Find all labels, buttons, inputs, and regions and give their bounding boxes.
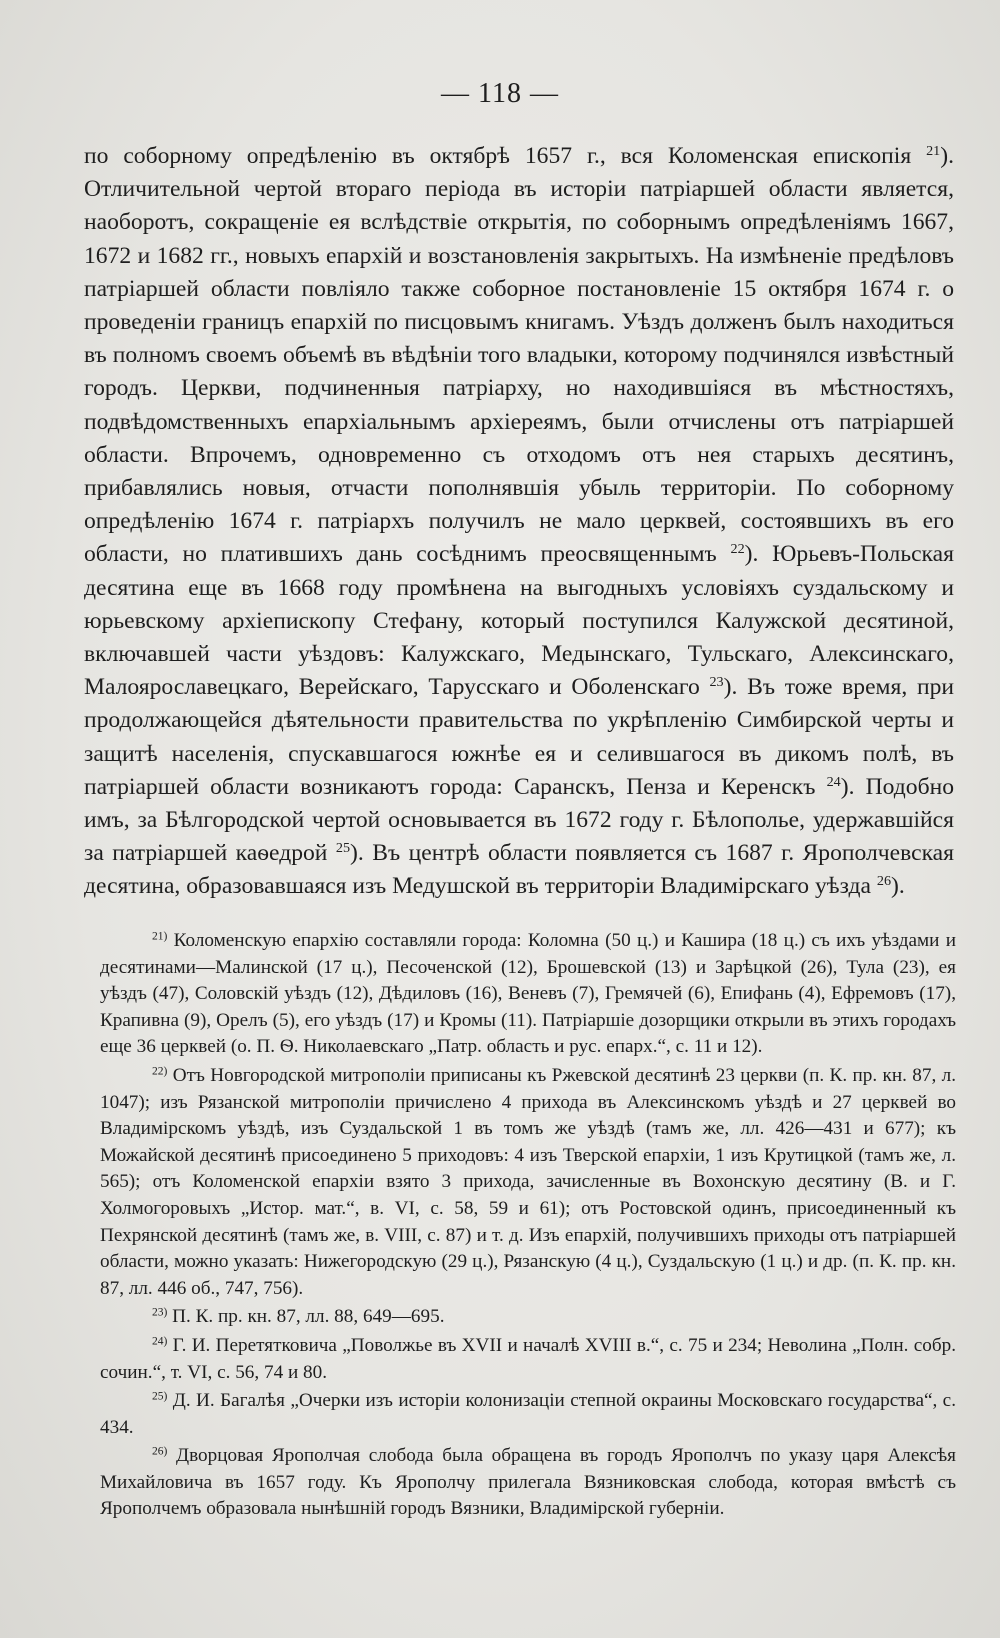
footnote-21 [100,928,956,1061]
footnote-text: Д. И. Багалѣя „Очерки изъ исторіи колонизаціи степной окраины Московскаго государства“, с. 434. [100,1390,956,1438]
footnote-ref[interactable]: 21 [926,143,941,160]
text-segment: ). Отличительной чертой втораго періода въ исторіи патріаршей области является, наоборотъ, сокращеніе ея вслѣдствіе открытія, по соборнымъ опредѣленіямъ 1667, 1672 и 1682 гг., новыхъ епархій и возстановленія закрытыхъ. На измѣненіе предѣловъ патріаршей области повліяло также соборное постановленіе 15 октября 1674 г. о проведеніи границъ епархій по писцовымъ книгамъ. Уѣздъ долженъ былъ находиться въ полномъ своемъ объемѣ въ вѣдѣніи того владыки, которому подчинялся извѣстный городъ. Церкви, подчиненныя патріарху, но находившіяся въ мѣстностяхъ, подвѣдомственныхъ епархіальнымъ архіереямъ, были отчислены отъ патріаршей области. Впрочемъ, одновременно съ отходомъ отъ нея старыхъ десятинъ, прибавлялись новыя, отчасти пополнявшія убыль территоріи. По соборному опредѣленію 1674 г. патріархъ получилъ не мало церквей, состоявшихъ въ его области, но платившихъ дань сосѣднимъ преосвященнымъ [84,143,954,568]
footnote-24 [100,1333,956,1386]
footnote-ref[interactable]: 24 [826,774,841,791]
footnote-number: 26) [152,1445,168,1458]
text-segment: ). Въ центрѣ области появляется съ 1687 г. Ярополчевская десятина, образовавшаяся изъ Медушской въ территоріи Владимірскаго уѣзда [84,840,954,900]
main-text [84,140,954,904]
footnote-number: 21) [152,930,168,943]
footnote-ref[interactable]: 25 [335,840,351,857]
footnote-ref[interactable]: 26 [876,873,892,890]
footnote-number: 22) [152,1065,168,1078]
text-segment: ). Юрьевъ-Польская десятина еще въ 1668 году промѣнена на выгодныхъ условіяхъ суздальскому и юрьевскому архіепископу Стефану, который поступился Калужской десятиной, включавшей части уѣздовъ: Калужскаго, Медынскаго, Тульскаго, Алексинскаго, Малоярославецкаго, Верейскаго, Тарусскаго и Оболенскаго [84,541,954,701]
footnote-22 [100,1063,956,1302]
footnotes [100,928,956,1525]
footnote-number: 25) [152,1390,168,1403]
footnote-ref[interactable]: 23 [709,674,724,691]
footnote-text: Коломенскую епархію составляли города: Коломна (50 ц.) и Кашира (18 ц.) съ ихъ уѣздами и десятинами—Малинской (17 ц.), Песоченской (12), Брошевской (13) и Зарѣцкой (26), Тула (23), ея уѣздъ (47), Соловскій уѣздъ (12), Дѣдиловъ (16), Веневъ (7), Гремячей (6), Епифань (4), Ефремовъ (17), Крапивна (9), Орелъ (5), его уѣздъ (17) и Кромы (11). Патріаршіе дозорщики открыли въ этихъ городахъ еще 36 церквей (о. П. Ѳ. Николаевскаго „Патр. область и рус. епарх.“, с. 11 и 12). [100,930,956,1058]
footnote-26 [100,1443,956,1523]
page-number: — 118 — [441,78,559,109]
text-segment: ). Подобно имъ, за Бѣлгородской чертой основывается въ 1672 году г. Бѣлополье, удержавшійся за патріаршей каѳедрой [84,773,954,867]
footnote-ref[interactable]: 22 [730,541,745,558]
text-segment: ). [891,873,905,900]
footnote-number: 24) [152,1335,168,1348]
footnote-text: Г. И. Перетятковича „Поволжье въ XVII и началѣ XVIII в.“, с. 75 и 234; Неволина „Полн. собр. сочин.“, т. VI, с. 56, 74 и 80. [100,1334,956,1383]
footnote-text: Отъ Новгородской митрополіи приписаны къ Ржевской десятинѣ 23 церкви (п. К. пр. кн. 87, л. 1047); изъ Рязанской митрополіи причислено 4 прихода въ Алексинскомъ уѣздѣ и 27 церквей во Владимірскомъ уѣздѣ, изъ Суздальской 1 въ томъ же уѣздѣ (тамъ же, лл. 426—431 и 677); къ Можайской десятинѣ присоединено 5 приходовъ: 4 изъ Тверской епархіи, 1 изъ Крутицкой (тамъ же, л. 565); отъ Коломенской епархіи взято 3 прихода, зачисленные въ Вохонскую десятину (В. и Г. Холмогоровыхъ „Истор. мат.“, в. VI, с. 58, 59 и 61); отъ Ростовской одинъ, присоединенный къ Пехрянской десятинѣ (тамъ же, в. VIII, с. 87) и т. д. Изъ епархій, получившихъ приходы отъ патріаршей области, можно указать: Нижегородскую (29 ц.), Рязанскую (4 ц.), Суздальскую (1 ц.) и др. (п. К. пр. кн. 87, лл. 446 об., 747, 756). [100,1064,956,1299]
footnote-text: Дворцовая Ярополчая слобода была обращена въ городъ Ярополчъ по указу царя Алексѣя Михайловича въ 1657 году. Къ Ярополчу прилегала Вязниковская слобода, которая вмѣстѣ съ Ярополчемъ образовала нынѣшній городъ Вязники, Владимірской губерніи. [100,1445,956,1520]
footnote-25 [100,1388,956,1441]
text-segment: по соборному опредѣленію въ октябрѣ 1657 г., вся Коломенская епископія [84,143,927,169]
footnote-number: 23) [152,1306,168,1319]
footnote-text: П. К. пр. кн. 87, лл. 88, 649—695. [167,1306,445,1328]
text-segment: ). Въ тоже время, при продолжающейся дѣятельности правительства по укрѣпленію Симбирской черты и защитѣ населенія, спускавшагося южнѣе ея и селившагося въ дикомъ полѣ, въ патріаршей области возникаютъ города: Саранскъ, Пенза и Керенскъ [84,674,954,800]
footnote-23 [100,1304,956,1331]
